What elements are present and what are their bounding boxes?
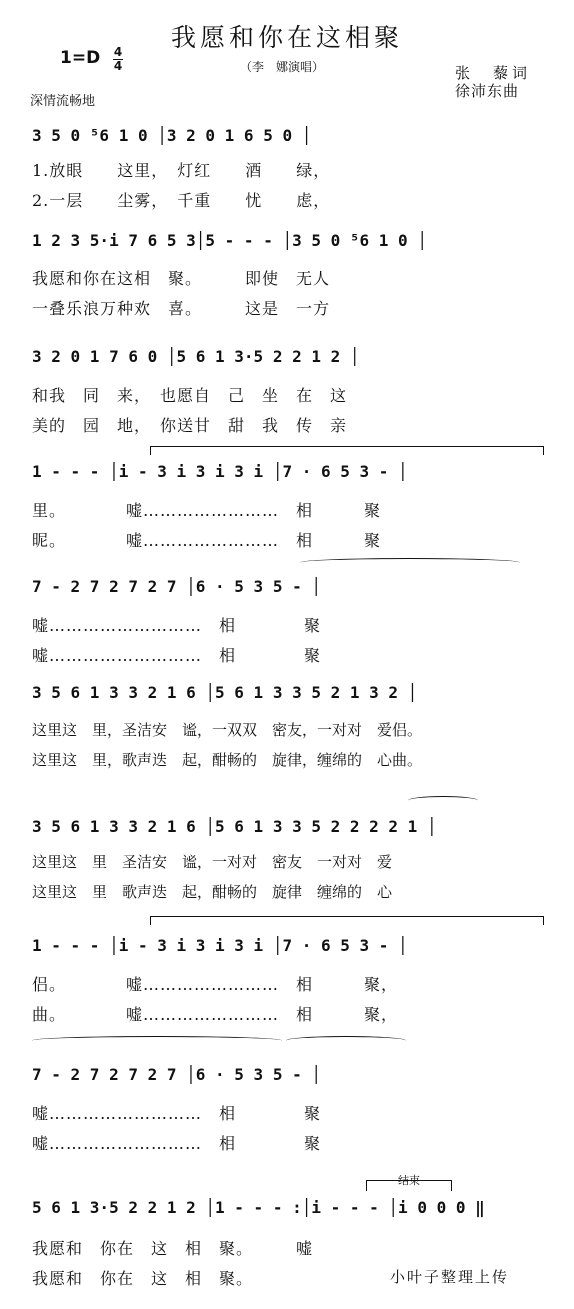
- lyric-line: 我愿和你在这相 聚。 即使 无人: [32, 269, 331, 288]
- lyric-line: 美的 园 地， 你送甘 甜 我 传 亲: [32, 416, 348, 435]
- notation-line: 7 - 2 7 2 7 2 7 │6 · 5 3 5 - │: [32, 577, 321, 596]
- notation-line: 1 - - - │i - 3 i 3 i 3 i │7 · 6 5 3 - │: [32, 936, 408, 955]
- lyric-line: 昵。 嘘…………………… 相 聚: [32, 531, 382, 550]
- lyric-line: 一叠乐浪万种欢 喜。 这是 一方: [32, 299, 331, 318]
- tie-slur: [408, 796, 478, 805]
- composer-credit: 徐沛东曲: [455, 82, 520, 100]
- time-signature: [113, 46, 123, 73]
- lyric-line: 1.放眼 这里， 灯红 酒 绿，: [32, 161, 331, 180]
- lyric-line: 我愿和 你在 这 相 聚。 嘘: [32, 1239, 314, 1258]
- meter-top: 4: [113, 45, 123, 59]
- song-title: 我愿和你在这相聚: [170, 23, 403, 52]
- tie-slur: [300, 558, 520, 567]
- lyric-line: 嘘……………………… 相 聚: [32, 1134, 322, 1153]
- notation-line: 7 - 2 7 2 7 2 7 │6 · 5 3 5 - │: [32, 1065, 321, 1084]
- lyric-line: 这里这 里 歌声迭 起，酣畅的 旋律 缠绵的 心: [32, 883, 393, 901]
- chorus-bracket: [150, 446, 544, 455]
- lyric-line: 我愿和 你在 这 相 聚。: [32, 1269, 254, 1288]
- tie-slur: [286, 1036, 406, 1045]
- lyric-line: 曲。 嘘…………………… 相 聚，: [32, 1005, 399, 1024]
- lyric-line: 2.一层 尘雾， 千重 忧 虑，: [32, 191, 331, 210]
- notation-line: 3 5 6 1 3 3 2 1 6 │5 6 1 3 3 5 2 2 2 2 1 │: [32, 817, 437, 836]
- uploader-note: 小叶子整理上传: [390, 1268, 510, 1286]
- tie-slur: [32, 1036, 282, 1045]
- lyric-line: 嘘……………………… 相 聚: [32, 1104, 322, 1123]
- notation-line: 3 2 0 1 7 6 0 │5 6 1 3·5 2 2 1 2 │: [32, 347, 360, 366]
- lyric-line: 嘘……………………… 相 聚: [32, 646, 322, 665]
- lyric-line: 这里这 里，歌声迭 起，酣畅的 旋律，缠绵的 心曲。: [32, 751, 423, 769]
- lyric-line: 这里这 里 圣洁安 谧，一对对 密友 一对对 爱: [32, 853, 393, 871]
- notation-line: 1 - - - │i - 3 i 3 i 3 i │7 · 6 5 3 - │: [32, 462, 408, 481]
- lyricist-credit: 张 藜词: [455, 64, 532, 82]
- lyric-line: 嘘……………………… 相 聚: [32, 616, 322, 635]
- chorus-bracket: [150, 916, 544, 925]
- lyric-line: 侣。 嘘…………………… 相 聚，: [32, 975, 399, 994]
- notation-line: 3 5 0 ⁵6 1 0 │3 2 0 1 6 5 0 │: [32, 126, 312, 145]
- lyric-line: 里。 嘘…………………… 相 聚: [32, 501, 382, 520]
- key-signature: 1=D: [60, 48, 101, 68]
- notation-line: 3 5 6 1 3 3 2 1 6 │5 6 1 3 3 5 2 1 3 2 │: [32, 683, 418, 702]
- tempo-marking: 深情流畅地: [30, 94, 96, 109]
- ending-label: 结束: [398, 1174, 420, 1187]
- lyric-line: 这里这 里，圣洁安 谧，一双双 密友，一对对 爱侣。: [32, 721, 423, 739]
- notation-line: 5 6 1 3·5 2 2 1 2 │1 - - - :│i - - - │i 0 0 0 ‖: [32, 1198, 485, 1217]
- singer-credit: （李 娜演唱）: [240, 60, 325, 74]
- notation-line: 1 2 3 5·i 7 6 5 3│5 - - - │3 5 0 ⁵6 1 0 │: [32, 231, 427, 250]
- lyric-line: 和我 同 来， 也愿自 己 坐 在 这: [32, 386, 348, 405]
- meter-bottom: 4: [113, 59, 123, 73]
